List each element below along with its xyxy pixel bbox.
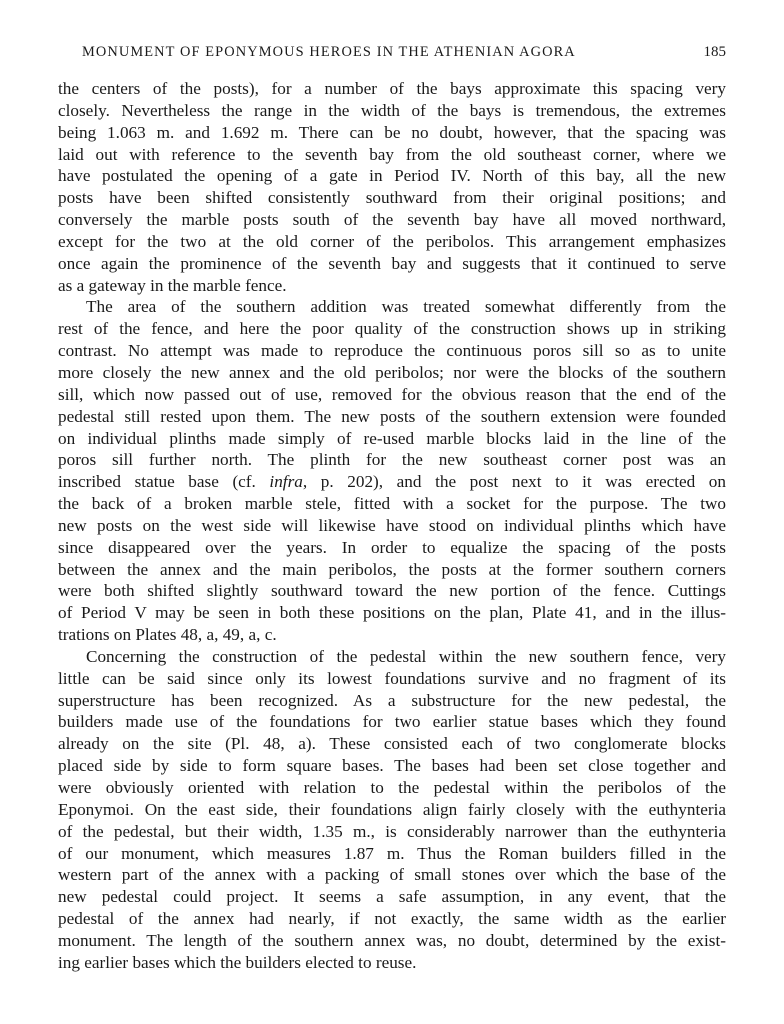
text-line: Eponymoi. On the east side, their foundations align fairly closely with the euthynteria — [58, 799, 726, 819]
text-line: were both shifted slightly southward toward the new portion of the fence. Cuttings — [58, 581, 726, 601]
page-number: 185 — [703, 44, 726, 60]
text-line: ing earlier bases which the builders elected to reuse. — [58, 952, 417, 972]
paragraph — [58, 78, 726, 296]
text-line: of the pedestal, but their width, 1.35 m., is considerably narrower than the euthynteria — [58, 821, 726, 841]
text-line: rest of the fence, and here the poor quality of the construction shows up in striking — [58, 319, 726, 339]
text-line: of Period V may be seen in both these positions on the plan, Plate 41, and in the illus- — [58, 603, 726, 623]
text-line: of our monument, which measures 1.87 m. Thus the Roman builders filled in the — [58, 843, 726, 863]
text-line: since disappeared over the years. In order to equalize the spacing of the posts — [58, 537, 726, 557]
text-line: conversely the marble posts south of the seventh bay have all moved northward, — [58, 210, 726, 230]
text-line: have postulated the opening of a gate in Period IV. North of this bay, all the new — [58, 166, 726, 186]
text-line: placed side by side to form square bases. The bases had been set close together and — [58, 756, 726, 776]
text-line: inscribed statue base (cf. infra, p. 202), and the post next to it was erected on — [58, 472, 726, 492]
italic-term: infra — [269, 472, 303, 492]
text-line: poros sill further north. The plinth for the new southeast corner post was an — [58, 450, 726, 470]
text-line: trations on Plates 48, a, 49, a, c. — [58, 625, 277, 645]
text-line: monument. The length of the southern annex was, no doubt, determined by the exist- — [58, 930, 726, 950]
text-line: the back of a broken marble stele, fitted with a socket for the purpose. The two — [58, 494, 726, 514]
text-line: the centers of the posts), for a number of the bays approximate this spacing very — [58, 79, 726, 98]
text-line: laid out with reference to the seventh bay from the old southeast corner, where we — [58, 144, 726, 164]
text-line: new pedestal could project. It seems a safe assumption, in any event, that the — [58, 887, 726, 907]
text-line: sill, which now passed out of use, removed for the obvious reason that the end of the — [58, 384, 726, 404]
paragraph — [58, 296, 726, 646]
text-line: between the annex and the main peribolos, the posts at the former southern corners — [58, 559, 726, 579]
text-line: being 1.063 m. and 1.692 m. There can be no doubt, however, that the spacing was — [58, 122, 726, 142]
text-line: superstructure has been recognized. As a substructure for the new pedestal, the — [58, 690, 726, 710]
text-line: already on the site (Pl. 48, a). These consisted each of two conglomerate blocks — [58, 734, 726, 754]
text-line: as a gateway in the marble fence. — [58, 275, 287, 295]
text-line: little can be said since only its lowest foundations survive and no fragment of its — [58, 668, 726, 688]
paragraph — [58, 646, 726, 974]
text-line: contrast. No attempt was made to reproduce the continuous poros sill so as to unite — [58, 341, 726, 361]
page — [58, 44, 726, 974]
text-line: new posts on the west side will likewise have stood on individual plinths which have — [58, 515, 726, 535]
text-line: once again the prominence of the seventh bay and suggests that it continued to serve — [58, 253, 726, 273]
text-line: builders made use of the foundations for two earlier statue bases which they found — [58, 712, 726, 732]
text-line: on individual plinths made simply of re-used marble blocks laid in the line of the — [58, 428, 726, 448]
text-line: were obviously oriented with relation to the pedestal within the peribolos of the — [58, 778, 726, 797]
text-line: posts have been shifted consistently southward from their original positions; and — [58, 188, 726, 208]
text-line: western part of the annex with a packing of small stones over which the base of the — [58, 865, 726, 885]
text-line: closely. Nevertheless the range in the width of the bays is tremendous, the extremes — [58, 100, 726, 120]
running-header — [58, 44, 726, 66]
text-line: Concerning the construction of the pedestal within the new southern fence, very — [86, 646, 726, 666]
text-line: The area of the southern addition was treated somewhat differently from the — [86, 297, 726, 317]
body-text — [58, 78, 726, 974]
text-line: more closely the new annex and the old peribolos; nor were the blocks of the southern — [58, 362, 726, 382]
text-line: pedestal still rested upon them. The new posts of the southern extension were founded — [58, 406, 726, 426]
text-line: except for the two at the old corner of the peribolos. This arrangement emphasizes — [58, 231, 726, 251]
text-line: pedestal of the annex had nearly, if not exactly, the same width as the earlier — [58, 909, 726, 929]
running-title: MONUMENT OF EPONYMOUS HEROES IN THE ATHENIAN AGORA — [82, 44, 576, 60]
